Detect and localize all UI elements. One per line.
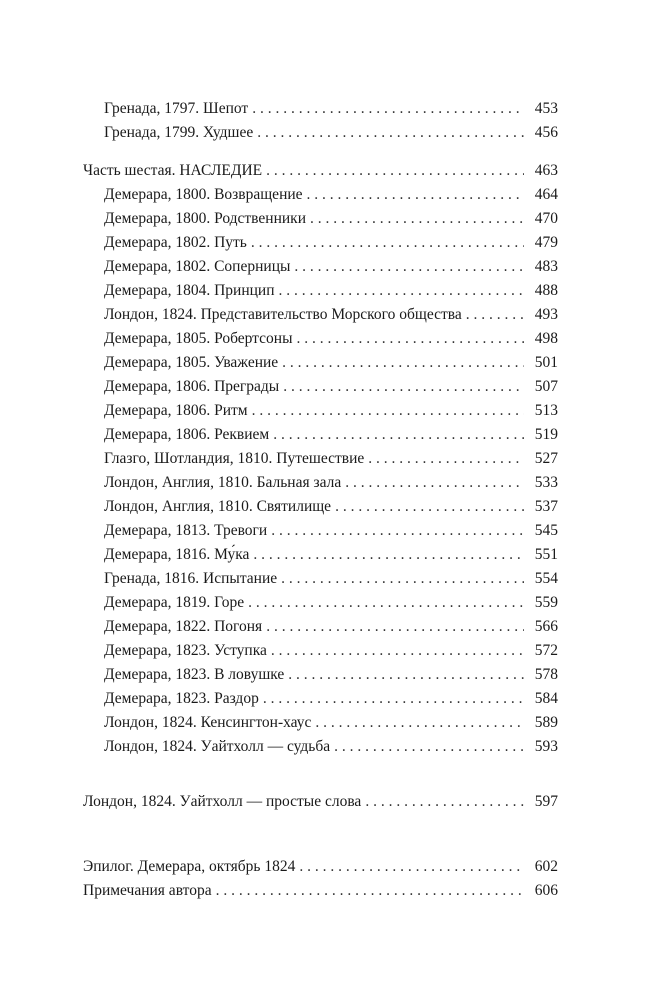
toc-entry <box>104 567 558 591</box>
toc-entry-title: Лондон, 1824. Представительство Морского общества <box>104 306 462 323</box>
toc-entry-page: 559 <box>534 594 558 611</box>
toc-entry-title: Демерара, 1823. Уступка <box>104 642 267 659</box>
toc-entry <box>104 663 558 687</box>
leader-dots <box>334 735 524 759</box>
toc-entry <box>104 121 558 145</box>
toc-entry-title: Глазго, Шотландия, 1810. Путешествие <box>104 450 365 467</box>
toc-entry <box>104 711 558 735</box>
toc-entry <box>104 639 558 663</box>
toc-entry-title: Демерара, 1805. Робертсоны <box>104 330 293 347</box>
toc-entry-page: 519 <box>534 426 558 443</box>
toc-entry-title: Демерара, 1806. Преграды <box>104 378 280 395</box>
leader-dots <box>263 687 524 711</box>
toc-entry-title: Лондон, 1824. Кенсингтон-хаус <box>104 714 312 731</box>
toc-entry <box>104 591 558 615</box>
toc-entry-title: Лондон, Англия, 1810. Святилище <box>104 498 332 515</box>
toc-entry-title: Лондон, Англия, 1810. Бальная зала <box>104 474 342 491</box>
toc-entry <box>104 615 558 639</box>
leader-dots <box>266 159 524 183</box>
toc-entry-page: 498 <box>534 330 558 347</box>
leader-dots <box>271 519 524 543</box>
toc-entry-page: 470 <box>534 210 558 227</box>
toc-entry-page: 483 <box>534 258 558 275</box>
toc-entry-title: Демерара, 1823. В ловушке <box>104 666 285 683</box>
toc-entry-page: 572 <box>534 642 558 659</box>
toc-entry-page: 533 <box>534 474 558 491</box>
toc-entry-title: Часть шестая. НАСЛЕДИЕ <box>83 162 263 179</box>
leader-dots <box>281 567 524 591</box>
toc-entry-page: 578 <box>534 666 558 683</box>
leader-dots <box>299 855 524 879</box>
toc-entry <box>104 231 558 255</box>
toc-entry-title: Гренада, 1799. Худшее <box>104 124 254 141</box>
toc-entry-page: 593 <box>534 738 558 755</box>
leader-dots <box>252 97 524 121</box>
toc-epilogue <box>83 790 558 814</box>
toc-entry-title: Гренада, 1816. Испытание <box>104 570 278 587</box>
leader-dots <box>307 183 524 207</box>
toc-entry-page: 507 <box>534 378 558 395</box>
toc-entry-title: Демерара, 1806. Ритм <box>104 402 248 419</box>
toc-entry-page: 463 <box>534 162 558 179</box>
toc-entry <box>104 399 558 423</box>
toc-entry-page: 545 <box>534 522 558 539</box>
leader-dots <box>335 495 524 519</box>
toc-entry-title: Демерара, 1805. Уважение <box>104 354 279 371</box>
toc-entry <box>104 351 558 375</box>
toc-entry-title: Демерара, 1823. Раздор <box>104 690 259 707</box>
toc-entry <box>104 687 558 711</box>
toc-entry-page: 551 <box>534 546 558 563</box>
toc-entry-page: 584 <box>534 690 558 707</box>
toc-entry-page: 554 <box>534 570 558 587</box>
toc-entry-title: Демерара, 1813. Тревоги <box>104 522 268 539</box>
toc-part-heading <box>83 159 558 183</box>
toc-notes <box>83 855 558 879</box>
toc-entry <box>104 471 558 495</box>
leader-dots <box>294 255 524 279</box>
toc-entry-title: Демерара, 1822. Погоня <box>104 618 263 635</box>
leader-dots <box>273 423 524 447</box>
toc-entry-page: 597 <box>534 793 558 810</box>
toc-entry <box>104 183 558 207</box>
toc-entry-title: Гренада, 1797. Шепот <box>104 100 249 117</box>
toc-entry-title: Демерара, 1800. Возвращение <box>104 186 303 203</box>
toc-entry-title: Демерара, 1800. Родственники <box>104 210 306 227</box>
toc-entry <box>104 447 558 471</box>
toc-entry-title: Примечания автора <box>83 882 212 899</box>
toc-entry <box>104 279 558 303</box>
toc-entry <box>104 207 558 231</box>
toc-entry-title: Демерара, 1802. Путь <box>104 234 247 251</box>
toc-entry-page: 527 <box>534 450 558 467</box>
toc-entry-title: Лондон, 1824. Уайтхолл — судьба <box>104 738 331 755</box>
leader-dots <box>365 790 524 814</box>
toc-entry-page: 479 <box>534 234 558 251</box>
leader-dots <box>368 447 524 471</box>
toc-entry-title: Демерара, 1804. Принцип <box>104 282 275 299</box>
toc-entry-page: 606 <box>534 882 558 899</box>
toc-entry-title: Эпилог. Демерара, октябрь 1824 <box>83 858 296 875</box>
leader-dots <box>288 663 524 687</box>
toc-entry-title: Демерара, 1802. Соперницы <box>104 258 291 275</box>
toc-entry <box>104 303 558 327</box>
toc-acknowledgements <box>83 879 558 903</box>
leader-dots <box>216 879 524 903</box>
toc-entry-page: 488 <box>534 282 558 299</box>
toc-entry <box>104 519 558 543</box>
toc-entry-title: Демерара, 1806. Реквием <box>104 426 270 443</box>
toc-entry <box>104 423 558 447</box>
toc-entry <box>104 97 558 121</box>
leader-dots <box>252 399 524 423</box>
leader-dots <box>279 279 524 303</box>
toc-entry <box>104 543 558 567</box>
toc-entry <box>104 255 558 279</box>
toc-entry-page: 456 <box>534 124 558 141</box>
leader-dots <box>251 231 524 255</box>
toc-entry-page: 464 <box>534 186 558 203</box>
leader-dots <box>266 615 524 639</box>
toc-entry-page: 501 <box>534 354 558 371</box>
toc-entry-title: Демерара, 1819. Горе <box>104 594 245 611</box>
toc-entry-page: 493 <box>534 306 558 323</box>
toc-entry-title: Лондон, 1824. Уайтхолл — простые слова <box>83 793 362 810</box>
leader-dots <box>296 327 524 351</box>
toc-entry-page: 453 <box>534 100 558 117</box>
leader-dots <box>310 207 524 231</box>
leader-dots <box>315 711 524 735</box>
toc-entry-title: Демерара, 1816. Му́ка <box>104 546 250 563</box>
toc-entry <box>104 375 558 399</box>
toc-entry <box>104 495 558 519</box>
leader-dots <box>253 543 524 567</box>
toc-entry <box>104 327 558 351</box>
toc-entry-page: 566 <box>534 618 558 635</box>
leader-dots <box>248 591 524 615</box>
toc-entry <box>104 735 558 759</box>
leader-dots <box>345 471 524 495</box>
leader-dots <box>282 351 524 375</box>
leader-dots <box>466 303 524 327</box>
toc-entry-page: 602 <box>534 858 558 875</box>
leader-dots <box>257 121 524 145</box>
toc-entry-page: 513 <box>534 402 558 419</box>
toc-entry-page: 537 <box>534 498 558 515</box>
toc-entry-page: 589 <box>534 714 558 731</box>
leader-dots <box>271 639 524 663</box>
leader-dots <box>283 375 524 399</box>
